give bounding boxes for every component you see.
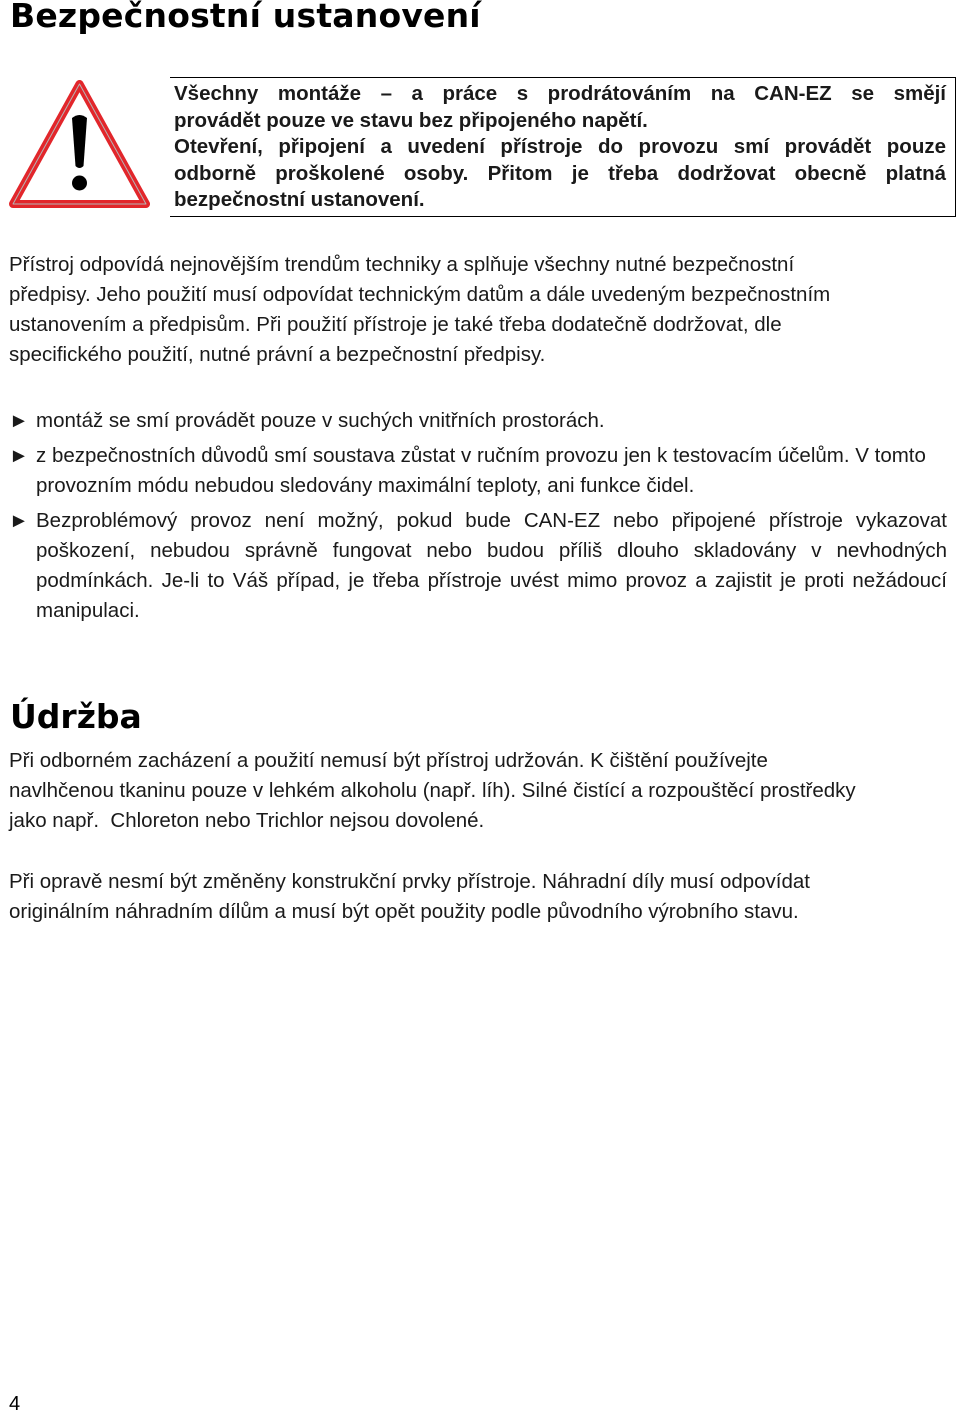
maintenance-line-3: jako např. Chloreton nebo Trichlor nejsou dovolené. <box>9 809 485 832</box>
warning-line-4: odborně proškolené osoby. Přitom je třeba dodržovat obecně platná <box>174 161 946 185</box>
intro-line-4: specifického použití, nutné právní a bezpečnostní předpisy. <box>9 343 546 366</box>
bullet-text: z bezpečnostních důvodů smí soustava zůstat v ručním provozu jen k testovacím účelům. V tomto provozním módu nebudou sledovány maximální teploty, ani funkce čidel. <box>36 444 926 497</box>
maintenance-paragraph-2 <box>9 867 810 927</box>
warning-line-1: Všechny montáže – a práce s prodrátováním na CAN-EZ se smějí <box>174 82 946 105</box>
bullet-arrow-icon: ► <box>9 410 29 432</box>
intro-line-1: Přístroj odpovídá nejnovějším trendům techniky a splňuje všechny nutné bezpečnostní <box>9 253 795 276</box>
page-title: Bezpečnostní ustanovení <box>10 0 481 35</box>
safety-warning-box <box>170 77 956 217</box>
bullet-item-manual-mode <box>9 441 947 501</box>
maintenance-line-1: Při odborném zacházení a použití nemusí být přístroj udržován. K čištění používejte <box>9 749 768 772</box>
warning-line-5: bezpečnostní ustanovení. <box>174 188 425 211</box>
maintenance-paragraph-1 <box>9 746 856 836</box>
maintenance-line-5: originálním náhradním dílům a musí být opět použity podle původního výrobního stavu. <box>9 900 799 923</box>
bullet-text: Bezproblémový provoz není možný, pokud bude CAN-EZ nebo připojené přístroje vykazovat poškození, nebudou správně fungovat nebo budou příliš dlouho skladovány v nevhodných podmínkách. Je-li to Váš případ, je třeba přístroje uvést mimo provoz a zajistit je proti nežádoucí manipulaci. <box>36 509 947 622</box>
intro-line-2: předpisy. Jeho použití musí odpovídat technickým datům a dále uvedeným bezpečnostním <box>9 283 831 306</box>
bullet-text: montáž se smí provádět pouze v suchých vnitřních prostorách. <box>36 409 605 432</box>
bullet-item-indoor <box>9 406 947 436</box>
bullet-item-damage <box>9 506 947 626</box>
intro-paragraph <box>9 250 830 370</box>
warning-triangle-icon <box>9 80 150 208</box>
warning-line-2: provádět pouze ve stavu bez připojeného napětí. <box>174 108 648 132</box>
bullet-arrow-icon: ► <box>9 445 29 467</box>
warning-line-3: Otevření, připojení a uvedení přístroje do provozu smí provádět pouze <box>174 135 946 158</box>
page-number: 4 <box>9 1393 21 1415</box>
maintenance-heading: Údržba <box>10 697 142 736</box>
intro-line-3: ustanovením a předpisům. Při použití přístroje je také třeba dodatečně dodržovat, dle <box>9 313 782 336</box>
bullet-arrow-icon: ► <box>9 510 29 532</box>
maintenance-line-2: navlhčenou tkaninu pouze v lehkém alkoholu (např. líh). Silné čistící a rozpouštěcí prostředky <box>9 779 856 802</box>
maintenance-line-4: Při opravě nesmí být změněny konstrukční prvky přístroje. Náhradní díly musí odpovídat <box>9 870 810 893</box>
